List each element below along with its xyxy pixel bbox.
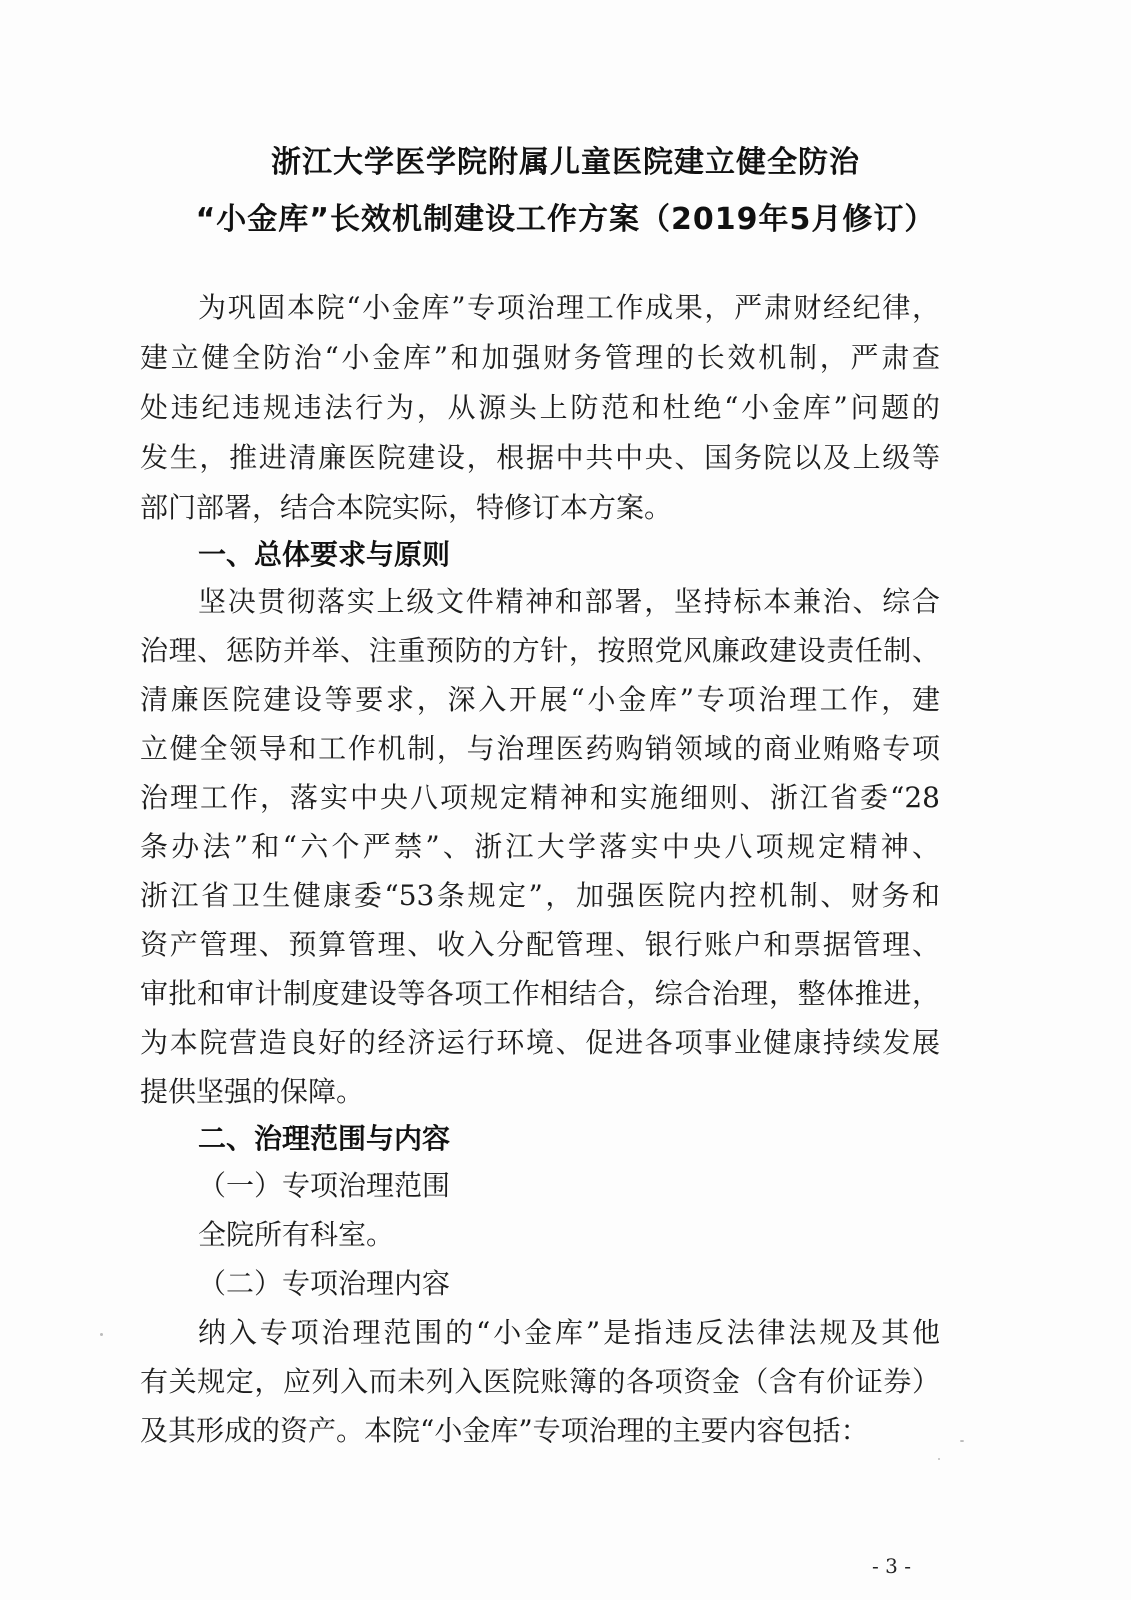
paragraph-line: 提供坚强的保障。 <box>140 1075 365 1108</box>
paragraph-line: 纳入专项治理范围的“小金库”是指违反法律法规及其他 <box>198 1316 940 1349</box>
paragraph-line: 发生，推进清廉医院建设，根据中共中央、国务院以及上级等 <box>140 441 940 474</box>
paragraph-line: 全院所有科室。 <box>198 1218 395 1251</box>
scan-speck <box>960 1440 964 1442</box>
paragraph-line: 立健全领导和工作机制，与治理医药购销领域的商业贿赂专项 <box>140 732 940 765</box>
paragraph-line: 资产管理、预算管理、收入分配管理、银行账户和票据管理、 <box>140 928 940 961</box>
paragraph-line: 条办法”和“六个严禁”、浙江大学落实中央八项规定精神、 <box>140 830 940 863</box>
paragraph-line: 治理工作，落实中央八项规定精神和实施细则、浙江省委“28 <box>140 781 940 814</box>
paragraph-line: 清廉医院建设等要求，深入开展“小金库”专项治理工作，建 <box>140 683 940 716</box>
subsection-heading: （二）专项治理内容 <box>198 1267 451 1300</box>
paragraph-line: 处违纪违规违法行为，从源头上防范和杜绝“小金库”问题的 <box>140 391 940 424</box>
scan-speck <box>100 1333 103 1336</box>
paragraph-line: 为巩固本院“小金库”专项治理工作成果，严肃财经纪律， <box>198 291 940 324</box>
paragraph-line: 审批和审计制度建设等各项工作相结合，综合治理，整体推进， <box>140 977 940 1010</box>
section-heading: 二、治理范围与内容 <box>198 1122 451 1155</box>
paragraph-line: 浙江省卫生健康委“53条规定”，加强医院内控机制、财务和 <box>140 879 940 912</box>
paragraph-line: 建立健全防治“小金库”和加强财务管理的长效机制，严肃查 <box>140 341 940 374</box>
scan-speck <box>938 1458 940 1460</box>
paragraph-line: 坚决贯彻落实上级文件精神和部署，坚持标本兼治、综合 <box>198 585 940 618</box>
page-number: - 3 - <box>872 1554 911 1578</box>
subsection-heading: （一）专项治理范围 <box>198 1169 451 1202</box>
section-heading: 一、总体要求与原则 <box>198 538 451 571</box>
paragraph-line: 有关规定，应列入而未列入医院账簿的各项资金（含有价证券） <box>140 1365 940 1398</box>
document-title-line1: 浙江大学医学院附属儿童医院建立健全防治 <box>271 145 860 180</box>
paragraph-line: 及其形成的资产。本院“小金库”专项治理的主要内容包括： <box>140 1414 869 1447</box>
document-title-line2: “小金库”长效机制建设工作方案（2019年5月修订） <box>195 202 936 237</box>
paragraph-line: 部门部署，结合本院实际，特修订本方案。 <box>140 491 673 524</box>
paragraph-line: 为本院营造良好的经济运行环境、促进各项事业健康持续发展 <box>140 1026 940 1059</box>
paragraph-line: 治理、惩防并举、注重预防的方针，按照党风廉政建设责任制、 <box>140 634 940 667</box>
